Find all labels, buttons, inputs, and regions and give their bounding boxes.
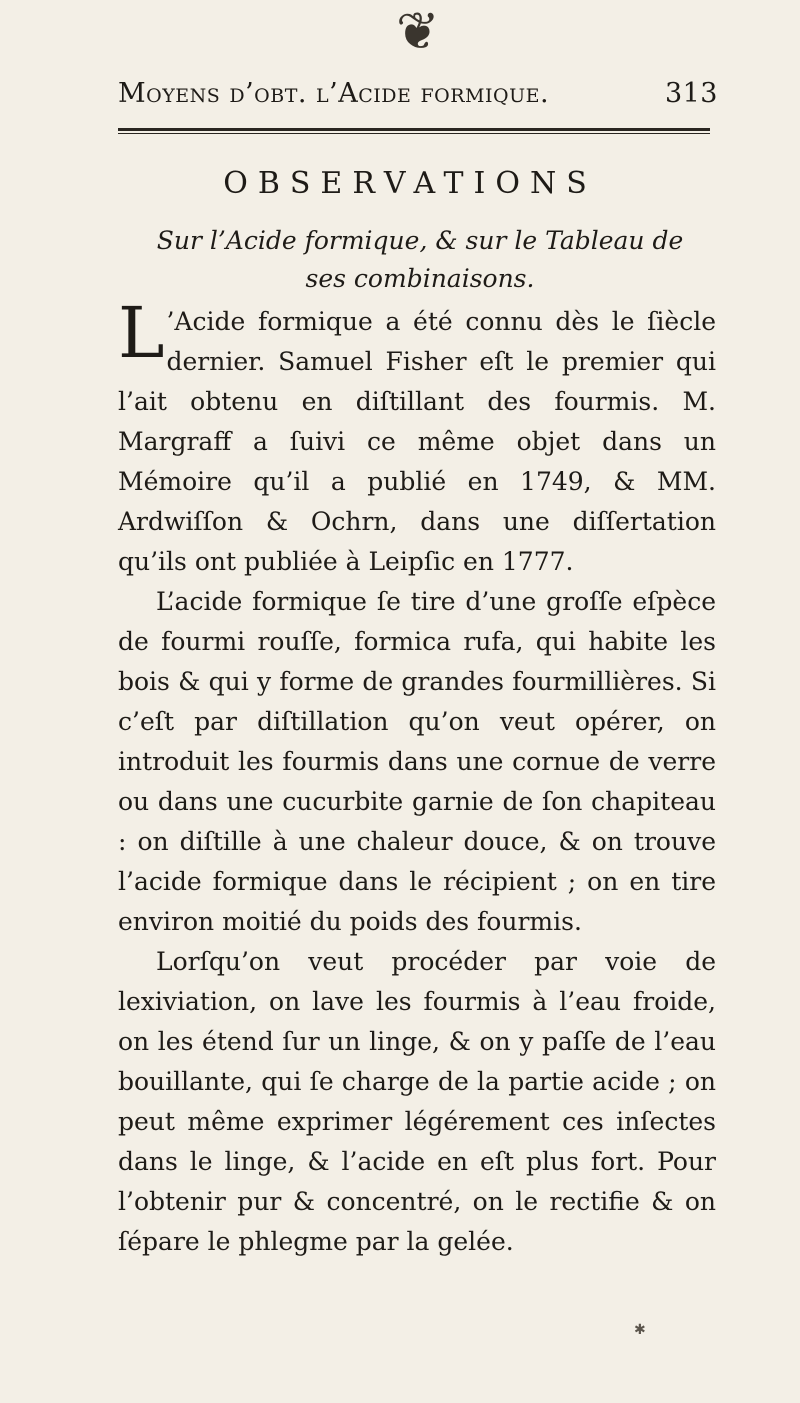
paragraph-1	[118, 292, 716, 582]
running-title: Moyens d’obt. l’Acide formique.	[118, 78, 550, 109]
section-subtitle: Sur l’Acide formique, & sur le Tableau de ses combinaisons.	[156, 226, 684, 293]
running-head	[118, 78, 718, 109]
paragraph-3: Lorſqu’on veut procéder par voie de lexiviation, on lave les fourmis à l’eau froide, on les étend ſur un linge, & on y paſſe de l’eau bouillante, qui ſe charge de la partie acide ; on peut même exprimer légérement ces inſectes dans le linge, & l’acide en eſt plus fort. Pour l’obtenir pur & concentré, on le rectifie & on ſépare le phlegme par la gelée.	[118, 947, 716, 1256]
drop-cap: L	[118, 292, 165, 374]
section-heading: OBSERVATIONS	[223, 166, 597, 201]
header-rule-thin	[118, 133, 710, 134]
page-number: 313	[664, 78, 718, 109]
paragraph-2: L’acide formique ſe tire d’une groſſe eſpèce de fourmi rouſſe, formica rufa, qui habite les bois & qui y forme de grandes fourmillières. Si c’eſt par diſtillation qu’on veut opérer, on introduit les fourmis dans une cornue de verre ou dans une cucurbite garnie de ſon chapiteau : on diſtille à une chaleur douce, & on trouve l’acide formique dans le récipient ; on en tire environ moitié du poids des fourmis.	[118, 587, 716, 936]
ink-mark-ornament: ❦	[396, 2, 440, 62]
header-rule	[118, 128, 710, 131]
stray-mark-icon: ✱	[634, 1322, 646, 1338]
paragraph-1-text: ’Acide formique a été connu dès le ſiècle dernier. Samuel Fisher eſt le premier qui l’ait obtenu en diſtillant des fourmis. M. Margraff a ſuivi ce même objet dans un Mémoire qu’il a publié en 1749, & MM. Ardwiſſon & Ochrn, dans une diſſertation qu’ils ont publiée à Leipſic en 1777.	[118, 307, 716, 576]
body-text	[118, 292, 716, 1262]
